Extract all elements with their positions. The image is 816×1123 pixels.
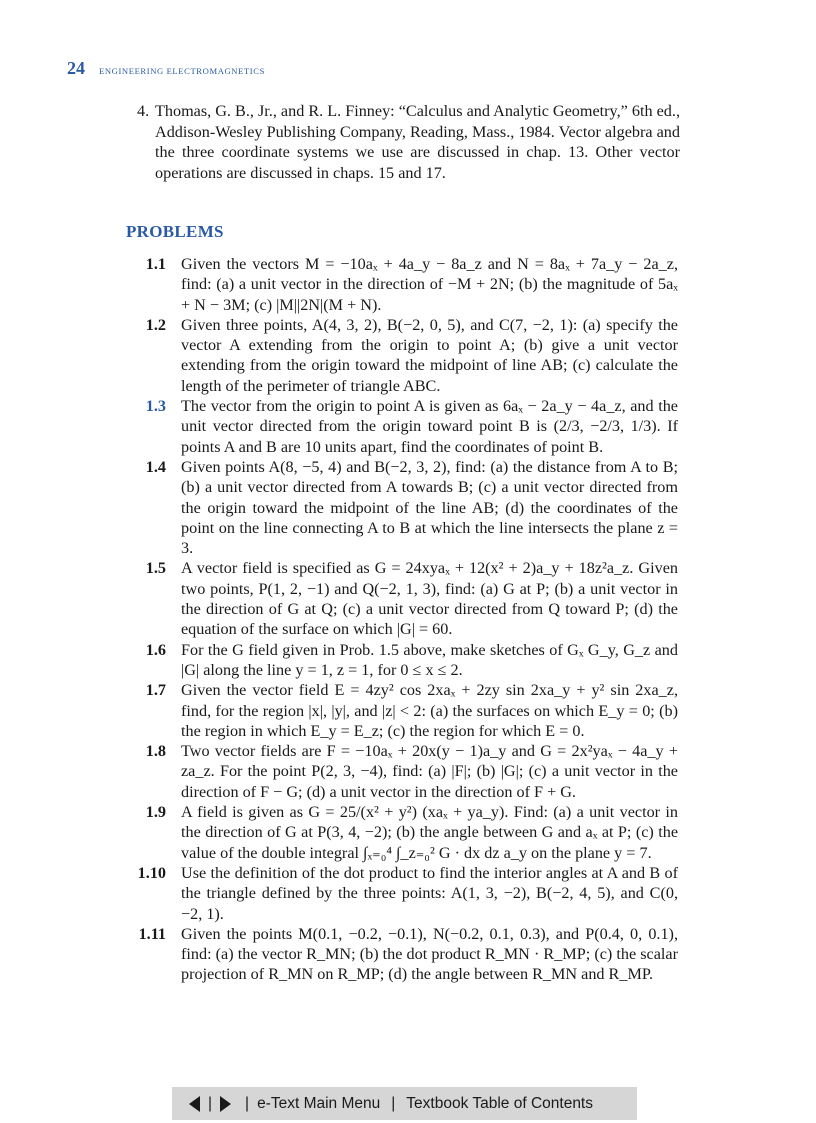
- problem-1-8: [126, 741, 678, 802]
- problem-text: A vector field is specified as G = 24xyaₓ + 12(x² + 2)a_y + 18z²a_z. Given two points, P(1, 2, −1) and Q(−2, 1, 3), find: (a) G at P; (b) a unit vector in the direction of G at Q; (c) a unit vector directed from Q toward P; (d) the equation of the surface on which |G| = 60.: [181, 559, 678, 639]
- problem-number: 1.5: [145, 559, 166, 578]
- running-title: ENGINEERING ELECTROMAGNETICS: [99, 66, 265, 76]
- problem-number: 1.6: [145, 640, 166, 659]
- problem-number: 1.9: [145, 803, 166, 822]
- main-menu-link[interactable]: e-Text Main Menu: [257, 1094, 381, 1112]
- navigation-bar: [172, 1087, 637, 1120]
- problem-1-1: [126, 254, 678, 315]
- page-nav: [189, 1095, 231, 1113]
- problem-text: For the G field given in Prob. 1.5 above, make sketches of Gₓ G_y, G_z and |G| along the line y = 1, z = 1, for 0 ≤ x ≤ 2.: [181, 640, 678, 679]
- problem-text: Given the vectors M = −10aₓ + 4a_y − 8a_z and N = 8aₓ + 7a_y − 2a_z, find: (a) a unit vector in the direction of −M + 2N; (b) the magnitude of 5aₓ + N − 3M; (c) |M||2N|(M + N).: [181, 255, 678, 314]
- problem-1-9: [126, 802, 678, 863]
- reference-item: [137, 101, 680, 183]
- reference-text: Thomas, G. B., Jr., and R. L. Finney: “Calculus and Analytic Geometry,” 6th ed., Addison-Wesley Publishing Company, Reading, Mass., 1984. Vector algebra and the three coordinate systems we use are discussed in chap. 13. Other vector operations are discussed in chaps. 15 and 17.: [155, 102, 680, 182]
- problem-number: 1.1: [145, 255, 166, 273]
- previous-page-icon[interactable]: [189, 1096, 200, 1112]
- problem-1-4: [126, 457, 678, 558]
- section-heading: PROBLEMS: [126, 222, 224, 241]
- footer-separator: |: [391, 1094, 396, 1112]
- problem-text: Two vector fields are F = −10aₓ + 20x(y − 1)a_y and G = 2x²yaₓ − 4a_y + za_z. For the point P(2, 3, −4), find: (a) |F|; (b) |G|; (c) a unit vector in the direction of F − G; (d) a unit vector in the direction of F + G.: [181, 742, 678, 801]
- next-page-icon[interactable]: [220, 1096, 231, 1112]
- problem-number: 1.8: [145, 742, 166, 761]
- problem-text: Use the definition of the dot product to find the interior angles at A and B of the triangle defined by the three points: A(1, 3, −2), B(−2, 4, 5), and C(0, −2, 1).: [181, 863, 678, 923]
- problem-1-6: [126, 640, 678, 681]
- problem-text: A field is given as G = 25/(x² + y²) (xaₓ + ya_y). Find: (a) a unit vector in the direction of G at P(3, 4, −2); (b) the angle between G and aₓ at P; (c) the value of the double integral ∫ₓ₌₀⁴ ∫_z₌₀² G · dx dz a_y on the plane y = 7.: [181, 803, 678, 862]
- problem-1-11: [126, 924, 678, 985]
- problem-1-7: [126, 680, 678, 741]
- problem-1-10: [126, 863, 678, 924]
- problem-number-link[interactable]: 1.3: [145, 397, 166, 416]
- page-number: 24: [67, 58, 85, 78]
- reference-number: 4.: [137, 102, 150, 120]
- nav-separator: |: [208, 1094, 213, 1112]
- problem-number: 1.7: [145, 681, 166, 700]
- problem-text: The vector from the origin to point A is given as 6aₓ − 2a_y − 4a_z, and the unit vector directed from the origin toward point B is (2/3, −2/3, 1/3). If points A and B are 10 units apart, find the coordinates of point B.: [181, 397, 678, 456]
- problem-text: Given the points M(0.1, −0.2, −0.1), N(−0.2, 0.1, 0.3), and P(0.4, 0, 0.1), find: (a) the vector R_MN; (b) the dot product R_MN · R_MP; (c) the scalar projection of R_MN on R_MP; (d) the angle between R_MN and R_MP.: [181, 924, 678, 984]
- problem-text: Given points A(8, −5, 4) and B(−2, 3, 2), find: (a) the distance from A to B; (b) a unit vector directed from A towards B; (c) a unit vector directed from the origin toward the midpoint of the line AB; (d) the coordinates of the point on the line connecting A to B at which the line intersects the plane z = 3.: [181, 457, 678, 558]
- footer-separator: |: [245, 1094, 250, 1112]
- page-header: [67, 58, 265, 79]
- problem-number: 1.2: [145, 315, 166, 334]
- problem-1-2: [126, 315, 678, 396]
- table-of-contents-link[interactable]: Textbook Table of Contents: [406, 1094, 593, 1112]
- problem-number: 1.4: [145, 457, 166, 476]
- problem-list: [126, 254, 678, 985]
- problem-number: 1.11: [138, 924, 166, 943]
- problem-text: Given the vector field E = 4zy² cos 2xaₓ + 2zy sin 2xa_y + y² sin 2xa_z, find, for the region |x|, |y|, and |z| < 2: (a) the surfaces on which E_y = 0; (b) the region in which E_y = E_z; (c) the region for which E = 0.: [181, 681, 678, 740]
- problem-1-5: [126, 558, 678, 639]
- problem-text: Given three points, A(4, 3, 2), B(−2, 0, 5), and C(7, −2, 1): (a) specify the vector A extending from the origin to point A; (b) give a unit vector extending from the origin toward the midpoint of line AB; (c) calculate the length of the perimeter of triangle ABC.: [181, 315, 678, 395]
- problem-number: 1.10: [137, 863, 166, 882]
- problem-1-3: [126, 396, 678, 457]
